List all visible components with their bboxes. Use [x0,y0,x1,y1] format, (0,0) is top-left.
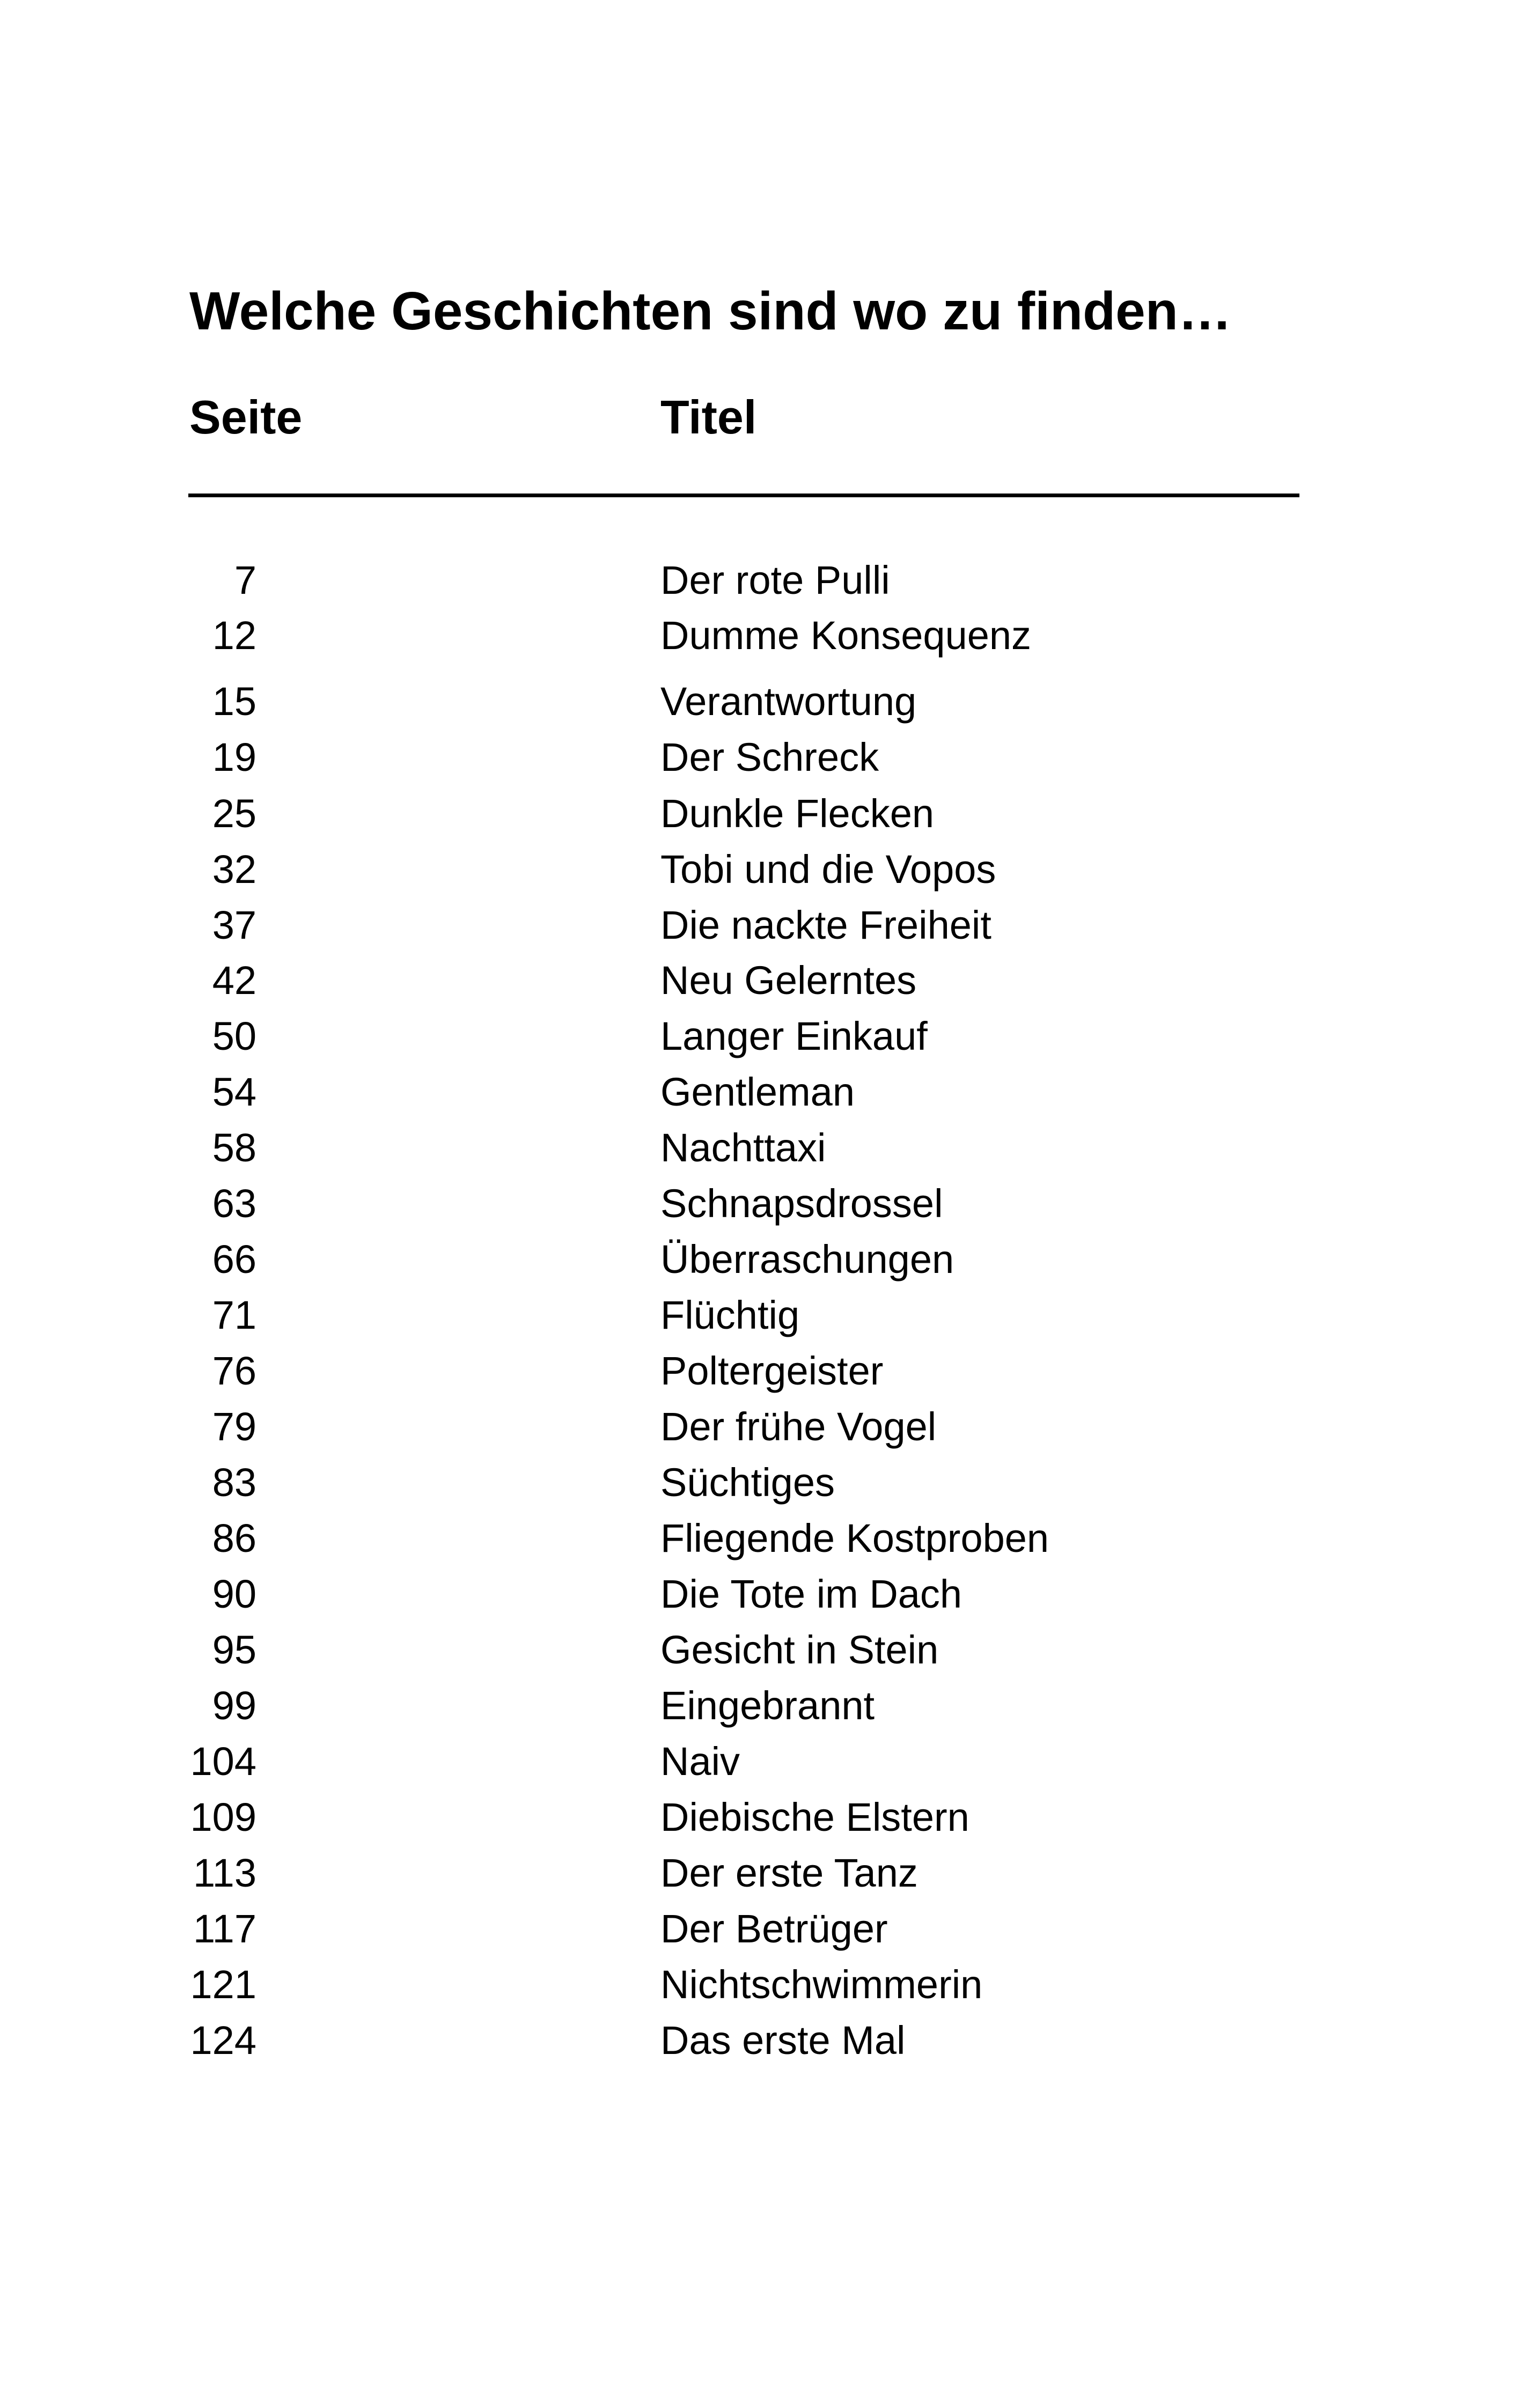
toc-page-number: 113 [193,1851,256,1895]
toc-story-title: Der erste Tanz [660,1851,918,1895]
toc-entry [0,1623,1521,1677]
toc-story-title: Schnapsdrossel [660,1181,943,1226]
toc-page-number: 25 [212,791,256,836]
toc-page-number: 86 [212,1516,256,1560]
toc-page-number: 76 [212,1349,256,1393]
toc-entry [0,1121,1521,1175]
page-title: Welche Geschichten sind wo zu finden… [189,281,1232,341]
toc-story-title: Der rote Pulli [660,558,890,602]
toc-story-title: Poltergeister [660,1349,884,1393]
toc-entry [0,1735,1521,1788]
toc-entry [0,1010,1521,1063]
toc-page-number: 121 [190,1962,256,2007]
toc-story-title: Gesicht in Stein [660,1628,939,1672]
toc-entry [0,899,1521,952]
column-header-page: Seite [189,391,303,444]
toc-entry [0,1288,1521,1342]
toc-story-title: Nichtschwimmerin [660,1962,983,2007]
toc-story-title: Nachttaxi [660,1125,826,1170]
toc-page-number: 71 [212,1293,256,1337]
toc-entry [0,675,1521,728]
toc-page-number: 12 [212,613,256,658]
toc-story-title: Der Schreck [660,735,879,779]
toc-page-number: 104 [190,1739,256,1784]
toc-entry [0,1679,1521,1733]
toc-story-title: Die nackte Freiheit [660,903,991,947]
toc-story-title: Dumme Konsequenz [660,613,1032,658]
toc-entry [0,1456,1521,1509]
toc-entry [0,1344,1521,1398]
toc-story-title: Das erste Mal [660,2018,906,2063]
toc-story-title: Naiv [660,1739,740,1784]
toc-story-title: Dunkle Flecken [660,791,935,836]
toc-story-title: Die Tote im Dach [660,1572,962,1616]
toc-page-number: 7 [234,558,256,602]
toc-story-title: Der Betrüger [660,1906,888,1951]
toc-story-title: Langer Einkauf [660,1014,928,1058]
column-header-title: Titel [660,391,757,444]
toc-page-number: 124 [190,2018,256,2063]
toc-story-title: Überraschungen [660,1237,954,1282]
toc-page-number: 95 [212,1628,256,1672]
toc-entry [0,1512,1521,1565]
toc-entry [0,1233,1521,1286]
toc-page-number: 63 [212,1181,256,1226]
toc-entry [0,1958,1521,2012]
toc-story-title: Verantwortung [660,679,917,724]
toc-page-number: 79 [212,1404,256,1449]
toc-page-number: 90 [212,1572,256,1616]
toc-story-title: Flüchtig [660,1293,800,1337]
toc-page-number: 83 [212,1460,256,1505]
toc-entry [0,1902,1521,1956]
toc-entry [0,2014,1521,2067]
toc-story-title: Neu Gelerntes [660,958,917,1003]
toc-entry [0,1567,1521,1621]
toc-entry [0,1177,1521,1231]
toc-page-number: 32 [212,847,256,892]
toc-page-number: 58 [212,1125,256,1170]
toc-entry [0,731,1521,784]
toc-entry [0,1846,1521,1900]
toc-entry [0,1065,1521,1119]
toc-page-number: 117 [193,1906,256,1951]
toc-page-number: 99 [212,1683,256,1728]
toc-entry [0,954,1521,1007]
toc-entry [0,554,1521,607]
toc-entry [0,609,1521,662]
toc-page-number: 15 [212,679,256,724]
toc-entry [0,843,1521,896]
toc-story-title: Süchtiges [660,1460,835,1505]
toc-page-number: 109 [190,1795,256,1839]
toc-page-number: 19 [212,735,256,779]
toc-page-number: 54 [212,1070,256,1114]
toc-page-number: 37 [212,903,256,947]
toc-entry [0,1400,1521,1454]
toc-story-title: Diebische Elstern [660,1795,969,1839]
toc-story-title: Fliegende Kostproben [660,1516,1049,1560]
toc-story-title: Tobi und die Vopos [660,847,996,892]
toc-story-title: Gentleman [660,1070,855,1114]
toc-page-number: 50 [212,1014,256,1058]
toc-entry [0,1791,1521,1844]
toc-story-title: Eingebrannt [660,1683,875,1728]
toc-page-number: 42 [212,958,256,1003]
toc-entry [0,787,1521,841]
toc-page-number: 66 [212,1237,256,1282]
toc-story-title: Der frühe Vogel [660,1404,937,1449]
